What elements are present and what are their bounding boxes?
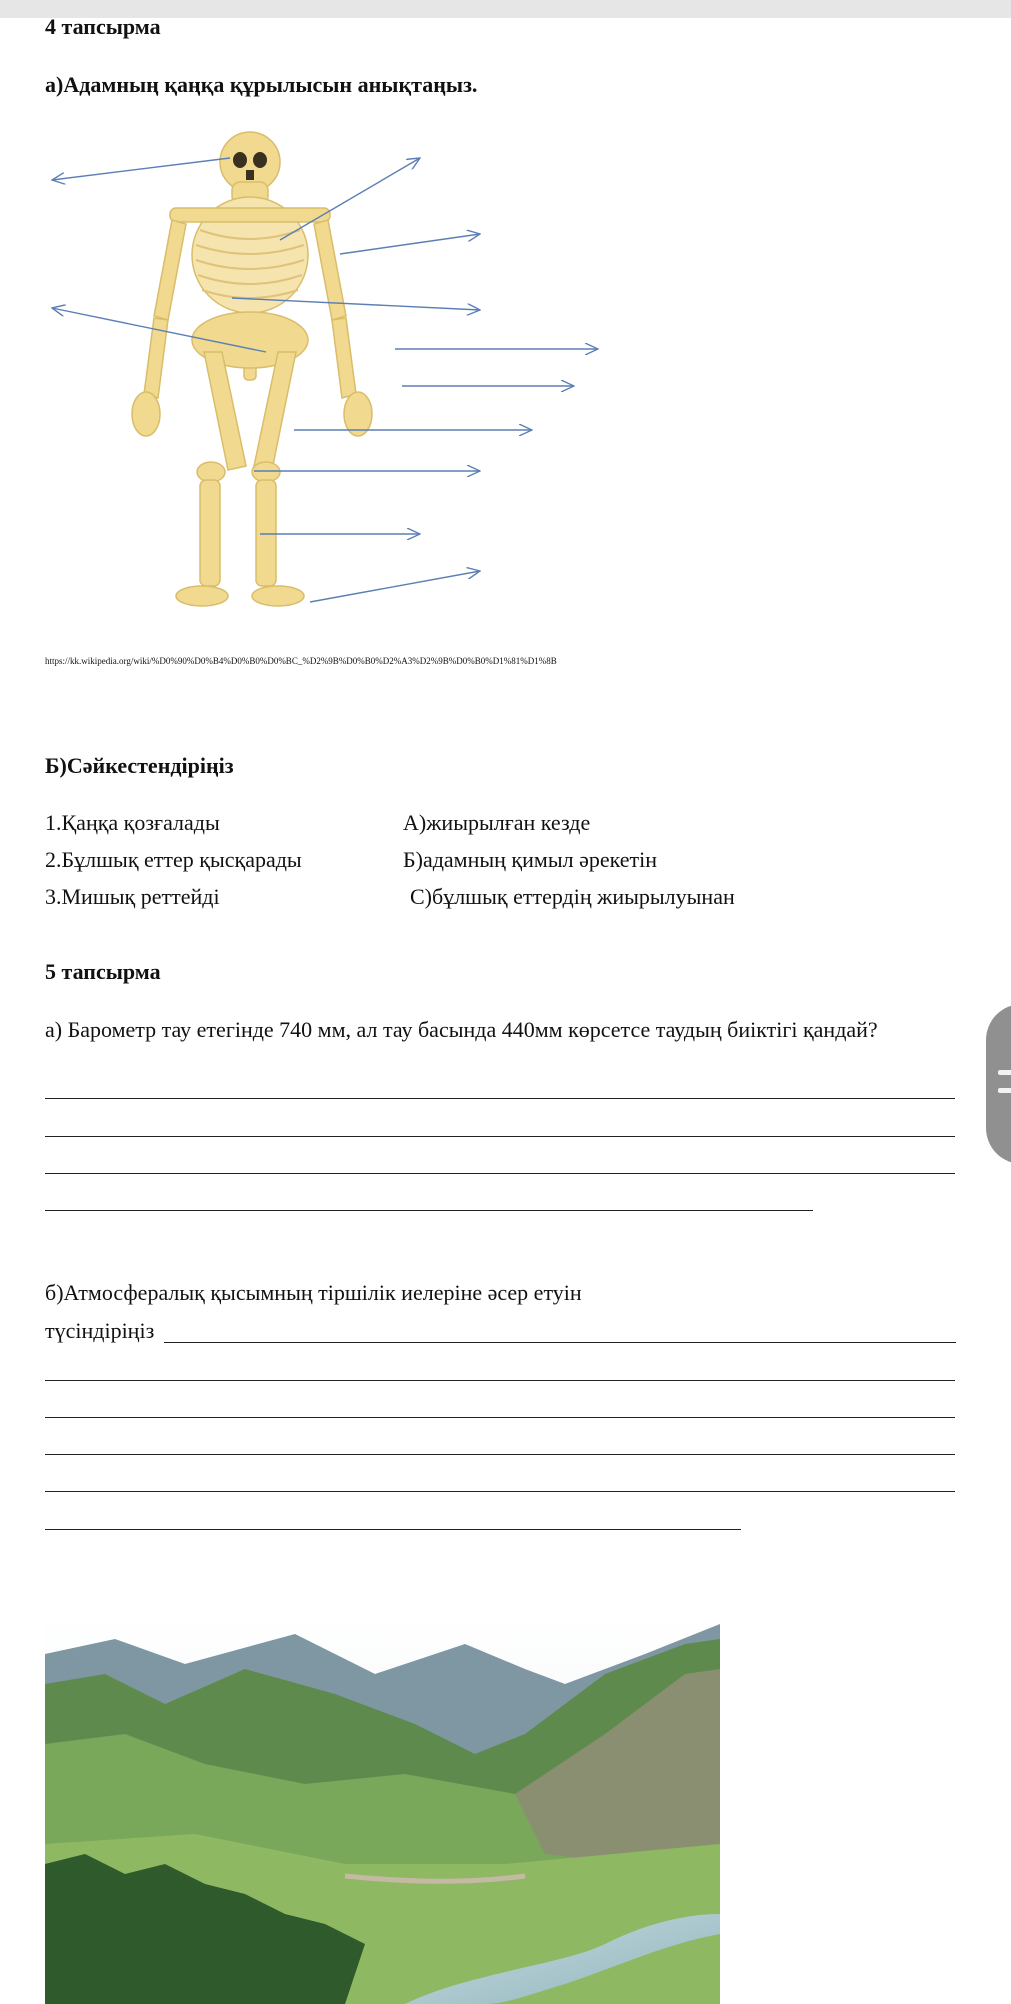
task4-title: 4 тапсырма	[45, 14, 161, 39]
task4-part-a: а)Адамның қаңқа құрылысын анықтаңыз.	[45, 72, 478, 97]
answer-line	[45, 1173, 955, 1174]
source-link[interactable]: https://kk.wikipedia.org/wiki/%D0%90%D0%B4%D0%B0%D0%BC_%D2%9B%D0%B0%D2%A3%D2%9B%D0%B0%D1%81%D1%8B	[45, 656, 557, 666]
match-right-1: А)жиырылған кезде	[403, 810, 591, 835]
match-left-1: 1.Қаңқа қозғалады	[45, 810, 220, 835]
task5-title: 5 тапсырма	[45, 959, 161, 984]
skeleton-diagram	[40, 130, 620, 620]
answer-line	[45, 1210, 813, 1211]
answer-line	[164, 1342, 956, 1343]
match-left-3: 3.Мишық реттейді	[45, 884, 220, 909]
match-left-2: 2.Бұлшық еттер қысқарады	[45, 847, 302, 872]
match-right-3: С)бұлшық еттердің жиырылуынан	[410, 884, 735, 909]
answer-line	[45, 1529, 741, 1530]
mountain-photo	[45, 1614, 720, 2004]
answer-line	[45, 1098, 955, 1099]
answer-line	[45, 1380, 955, 1381]
answer-line	[45, 1417, 955, 1418]
task4-part-b: Б)Сәйкестендіріңіз	[45, 753, 234, 778]
answer-line	[45, 1491, 955, 1492]
task5-question-a: а) Барометр тау етегінде 740 мм, ал тау басында 440мм көрсетсе таудың биіктігі қандай?	[45, 1017, 878, 1042]
match-right-2: Б)адамның қимыл әрекетін	[403, 847, 658, 872]
task5-question-b-line1: б)Атмосфералық қысымның тіршілік иелеріне әсер етуін	[45, 1280, 582, 1305]
answer-line	[45, 1454, 955, 1455]
sidebar-handle-icon[interactable]	[986, 1004, 1011, 1164]
task5-question-b-line2: түсіндіріңіз	[45, 1318, 155, 1343]
answer-line	[45, 1136, 955, 1137]
